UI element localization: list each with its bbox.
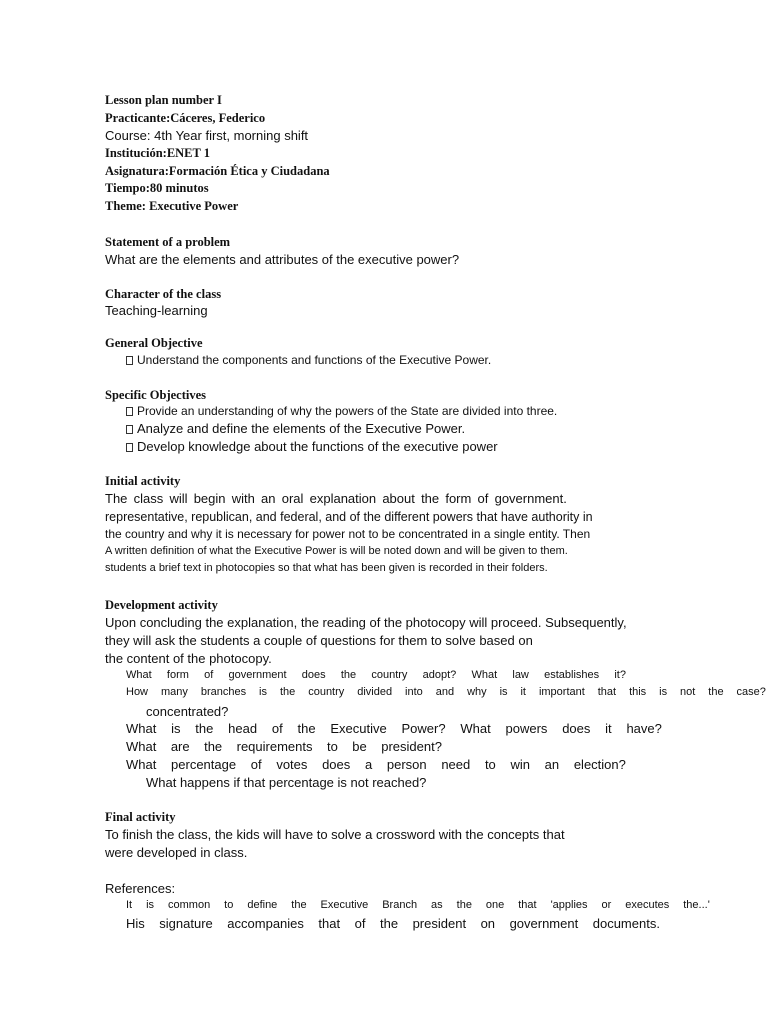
character-text: Teaching-learning — [105, 303, 208, 318]
initial-activity-line — [105, 492, 567, 505]
word: person — [386, 757, 427, 772]
word: of — [250, 757, 262, 772]
word: on — [480, 916, 496, 931]
word: government. — [494, 491, 567, 506]
word: is — [499, 686, 508, 698]
word: that — [318, 916, 341, 931]
character-heading: Character of the class — [105, 287, 222, 301]
word: common — [168, 899, 211, 911]
development-activity-line: Upon concluding the explanation, the reading of the photocopy will proceed. Subsequently, — [105, 615, 627, 630]
question-line — [126, 758, 626, 771]
word: government — [228, 669, 287, 681]
word: and — [435, 686, 455, 698]
checkbox-glyph-icon — [126, 443, 133, 452]
development-activity-heading: Development activity — [105, 598, 218, 612]
specific-objective-item: Analyze and define the elements of the Executive Power. — [126, 422, 465, 435]
word: one — [485, 899, 505, 911]
word: signature — [159, 916, 213, 931]
word: is — [146, 899, 155, 911]
final-activity-line: were developed in class. — [105, 845, 248, 860]
initial-activity-line: A written definition of what the Executive Power is will be noted down and will be given to them. — [105, 545, 568, 557]
word: as — [431, 899, 443, 911]
word: What — [460, 721, 491, 736]
initial-activity-line: students a brief text in photocopies so that what has been given is recorded in their folders. — [105, 562, 548, 574]
word: Branch — [382, 899, 418, 911]
word: into — [405, 686, 423, 698]
problem-heading: Statement of a problem — [105, 235, 231, 249]
word: executes — [625, 899, 670, 911]
word: case? — [736, 686, 766, 698]
word: the — [456, 899, 472, 911]
word: that — [518, 899, 537, 911]
word: many — [160, 686, 188, 698]
word: The — [105, 491, 128, 506]
question-line — [126, 670, 626, 681]
word: powers — [505, 721, 548, 736]
word: an — [544, 757, 560, 772]
word: will — [169, 491, 188, 506]
word: a — [364, 757, 373, 772]
word: it — [520, 686, 526, 698]
question-line — [126, 687, 766, 698]
word: be — [352, 739, 367, 754]
word: an — [261, 491, 276, 506]
word: of — [477, 491, 489, 506]
word: to — [224, 899, 234, 911]
word: What — [126, 739, 157, 754]
word: the — [379, 916, 399, 931]
word: His — [126, 916, 145, 931]
word: accompanies — [227, 916, 304, 931]
word: president? — [381, 739, 442, 754]
word: does — [301, 669, 326, 681]
word: Power? — [401, 721, 446, 736]
word: win — [510, 757, 530, 772]
word: adopt? — [422, 669, 457, 681]
word: that — [597, 686, 617, 698]
word: requirements — [236, 739, 313, 754]
word: does — [322, 757, 351, 772]
word: important — [538, 686, 585, 698]
word: of — [204, 669, 214, 681]
word: are — [170, 739, 190, 754]
word: What — [126, 721, 157, 736]
word: class — [133, 491, 164, 506]
development-activity-line: they will ask the students a couple of questions for them to solve based on — [105, 633, 533, 648]
question-line — [126, 722, 662, 735]
word: How — [126, 686, 149, 698]
final-activity-heading: Final activity — [105, 810, 176, 824]
theme-line: Theme: Executive Power — [105, 199, 239, 213]
word: election? — [573, 757, 626, 772]
general-objective-heading: General Objective — [105, 336, 203, 350]
word: oral — [281, 491, 304, 506]
final-activity-line: To finish the class, the kids will have to solve a crossword with the concepts that — [105, 827, 565, 842]
word: does — [562, 721, 591, 736]
general-objective-item: Understand the components and functions of the Executive Power. — [126, 354, 491, 366]
word: define — [247, 899, 278, 911]
word: the — [421, 491, 440, 506]
word: government — [509, 916, 579, 931]
word: votes — [276, 757, 308, 772]
lesson-plan-title: Lesson plan number I — [105, 93, 222, 107]
specific-objectives-heading: Specific Objectives — [105, 388, 207, 402]
word: the — [195, 721, 214, 736]
tiempo-line: Tiempo:80 minutos — [105, 181, 209, 195]
word: Executive — [330, 721, 387, 736]
asignatura-line: Asignatura:Formación Ética y Ciudadana — [105, 164, 330, 178]
word: why — [467, 686, 487, 698]
institucion-line: Institución:ENET 1 — [105, 146, 211, 160]
word: the...' — [683, 899, 710, 911]
initial-activity-line: representative, republican, and federal, and of the different powers that have authority in — [105, 510, 593, 524]
word: Executive — [320, 899, 369, 911]
word: What — [126, 669, 152, 681]
word: head — [228, 721, 258, 736]
word: branches — [200, 686, 247, 698]
word: 'applies — [550, 899, 588, 911]
question-line: What happens if that percentage is not reached? — [146, 775, 427, 790]
word: What — [126, 757, 157, 772]
word: It — [126, 899, 133, 911]
word: country — [308, 686, 345, 698]
word: not — [680, 686, 696, 698]
course-line: Course: 4th Year first, morning shift — [105, 128, 309, 143]
word: with — [231, 491, 255, 506]
word: is — [259, 686, 267, 698]
reference-line — [126, 900, 710, 911]
development-activity-line: the content of the photocopy. — [105, 651, 272, 666]
word: the — [708, 686, 724, 698]
word: begin — [193, 491, 226, 506]
specific-objective-item: Develop knowledge about the functions of the executive power — [126, 440, 498, 453]
word: need — [441, 757, 471, 772]
word: divided — [357, 686, 393, 698]
word: documents. — [592, 916, 660, 931]
word: about — [382, 491, 415, 506]
question-line — [126, 740, 442, 753]
word: is — [659, 686, 668, 698]
word: form — [166, 669, 189, 681]
word: is — [171, 721, 181, 736]
word: the — [297, 721, 316, 736]
problem-text: What are the elements and attributes of the executive power? — [105, 252, 460, 267]
word: the — [340, 669, 357, 681]
word: it — [605, 721, 612, 736]
word: the — [204, 739, 223, 754]
word: the — [291, 899, 307, 911]
specific-objective-item: Provide an understanding of why the powers of the State are divided into three. — [126, 405, 557, 417]
checkbox-glyph-icon — [126, 356, 133, 365]
checkbox-glyph-icon — [126, 407, 133, 416]
word: have? — [626, 721, 662, 736]
word: country — [371, 669, 408, 681]
checkbox-glyph-icon — [126, 425, 133, 434]
word: of — [271, 721, 283, 736]
word: explanation — [309, 491, 377, 506]
word: president — [412, 916, 467, 931]
word: percentage — [171, 757, 237, 772]
initial-activity-heading: Initial activity — [105, 474, 181, 488]
word: of — [354, 916, 366, 931]
word: or — [601, 899, 612, 911]
word: this — [629, 686, 647, 698]
word: form — [445, 491, 472, 506]
practicante-line: Practicante:Cáceres, Federico — [105, 111, 266, 125]
word: law — [512, 669, 529, 681]
word: What — [471, 669, 498, 681]
word: to — [484, 757, 496, 772]
initial-activity-line: the country and why it is necessary for power not to be concentrated in a single entity. Then — [105, 527, 591, 541]
references-heading: References: — [105, 881, 176, 896]
reference-line — [126, 917, 660, 930]
question-line: concentrated? — [146, 704, 229, 719]
word: establishes — [544, 669, 600, 681]
word: it? — [614, 669, 626, 681]
word: the — [279, 686, 296, 698]
word: to — [326, 739, 338, 754]
